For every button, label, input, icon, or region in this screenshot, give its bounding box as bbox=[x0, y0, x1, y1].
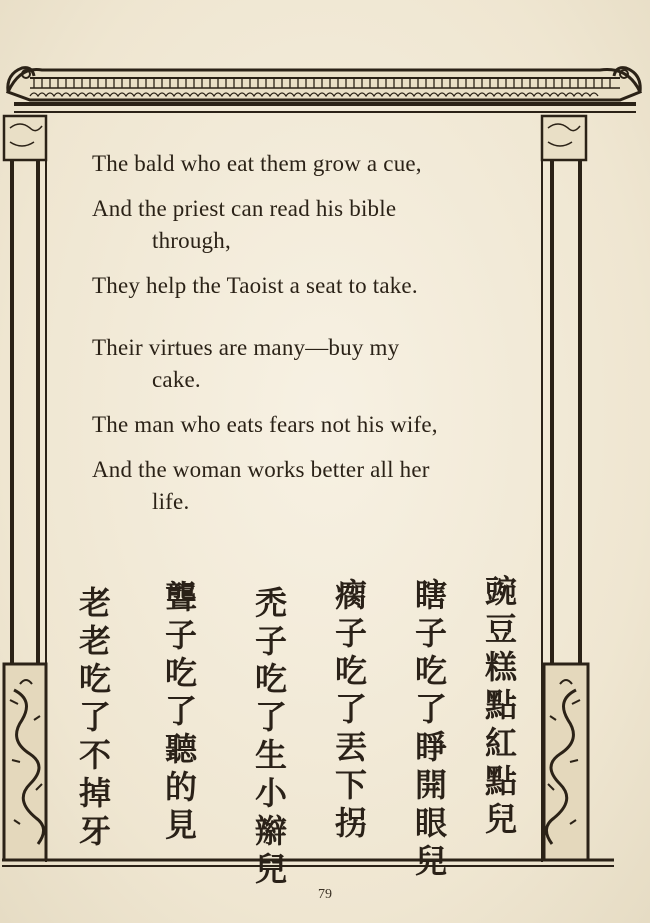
poem-line: Their virtues are many—buy my bbox=[92, 335, 400, 360]
chinese-character: 瞎 bbox=[414, 576, 447, 614]
poem-line: life. bbox=[152, 489, 190, 514]
chinese-character: 睜 bbox=[414, 728, 447, 766]
chinese-character: 瘸 bbox=[334, 576, 367, 614]
chinese-character: 了 bbox=[334, 690, 367, 728]
chinese-character: 吃 bbox=[254, 660, 287, 698]
chinese-character: 拐 bbox=[334, 804, 367, 842]
chinese-column bbox=[158, 578, 204, 844]
chinese-character: 了 bbox=[414, 690, 447, 728]
chinese-character: 的 bbox=[164, 768, 197, 806]
chinese-character: 點 bbox=[484, 762, 517, 800]
chinese-character: 糕 bbox=[484, 648, 517, 686]
chinese-character: 牙 bbox=[78, 812, 111, 850]
chinese-character: 小 bbox=[254, 774, 287, 812]
chinese-column bbox=[248, 584, 294, 888]
roof-tiles-icon bbox=[8, 68, 640, 112]
chinese-character: 辮 bbox=[254, 812, 287, 850]
poem-line: And the woman works better all her bbox=[92, 457, 430, 482]
chinese-character: 吃 bbox=[334, 652, 367, 690]
chinese-character: 見 bbox=[164, 806, 197, 844]
chinese-character: 禿 bbox=[254, 584, 287, 622]
poem-line: The bald who eat them grow a cue, bbox=[92, 151, 422, 176]
chinese-character: 子 bbox=[164, 616, 197, 654]
poem-line: through, bbox=[152, 228, 231, 253]
frame-base bbox=[2, 860, 614, 866]
chinese-character: 老 bbox=[78, 622, 111, 660]
chinese-character: 點 bbox=[484, 686, 517, 724]
chinese-character: 吃 bbox=[164, 654, 197, 692]
chinese-character: 子 bbox=[254, 622, 287, 660]
chinese-character: 吃 bbox=[78, 660, 111, 698]
chinese-character: 吃 bbox=[414, 652, 447, 690]
poem-line: And the priest can read his bible bbox=[92, 196, 397, 221]
chinese-character: 兒 bbox=[414, 842, 447, 880]
chinese-character: 眼 bbox=[414, 804, 447, 842]
chinese-character: 豌 bbox=[484, 572, 517, 610]
poem-line: They help the Taoist a seat to take. bbox=[92, 273, 418, 298]
chinese-column bbox=[478, 572, 524, 838]
chinese-character: 下 bbox=[334, 766, 367, 804]
chinese-character: 聾 bbox=[164, 578, 197, 616]
chinese-character: 了 bbox=[164, 692, 197, 730]
chinese-character: 掉 bbox=[78, 774, 111, 812]
chinese-character: 了 bbox=[78, 698, 111, 736]
chinese-character: 子 bbox=[334, 614, 367, 652]
poem-text bbox=[92, 148, 512, 518]
poem-line: cake. bbox=[152, 367, 201, 392]
chinese-character: 豆 bbox=[484, 610, 517, 648]
chinese-character: 丟 bbox=[334, 728, 367, 766]
chinese-character: 不 bbox=[78, 736, 111, 774]
chinese-column bbox=[72, 584, 118, 850]
chinese-character: 兒 bbox=[254, 850, 287, 888]
chinese-character: 了 bbox=[254, 698, 287, 736]
chinese-character: 子 bbox=[414, 614, 447, 652]
chinese-character: 開 bbox=[414, 766, 447, 804]
chinese-column bbox=[408, 576, 454, 880]
chinese-character: 聽 bbox=[164, 730, 197, 768]
page-number: 79 bbox=[318, 887, 332, 902]
chinese-character: 老 bbox=[78, 584, 111, 622]
chinese-character: 兒 bbox=[484, 800, 517, 838]
chinese-column bbox=[328, 576, 374, 842]
chinese-character: 生 bbox=[254, 736, 287, 774]
chinese-character: 紅 bbox=[484, 724, 517, 762]
poem-line: The man who eats fears not his wife, bbox=[92, 412, 438, 437]
